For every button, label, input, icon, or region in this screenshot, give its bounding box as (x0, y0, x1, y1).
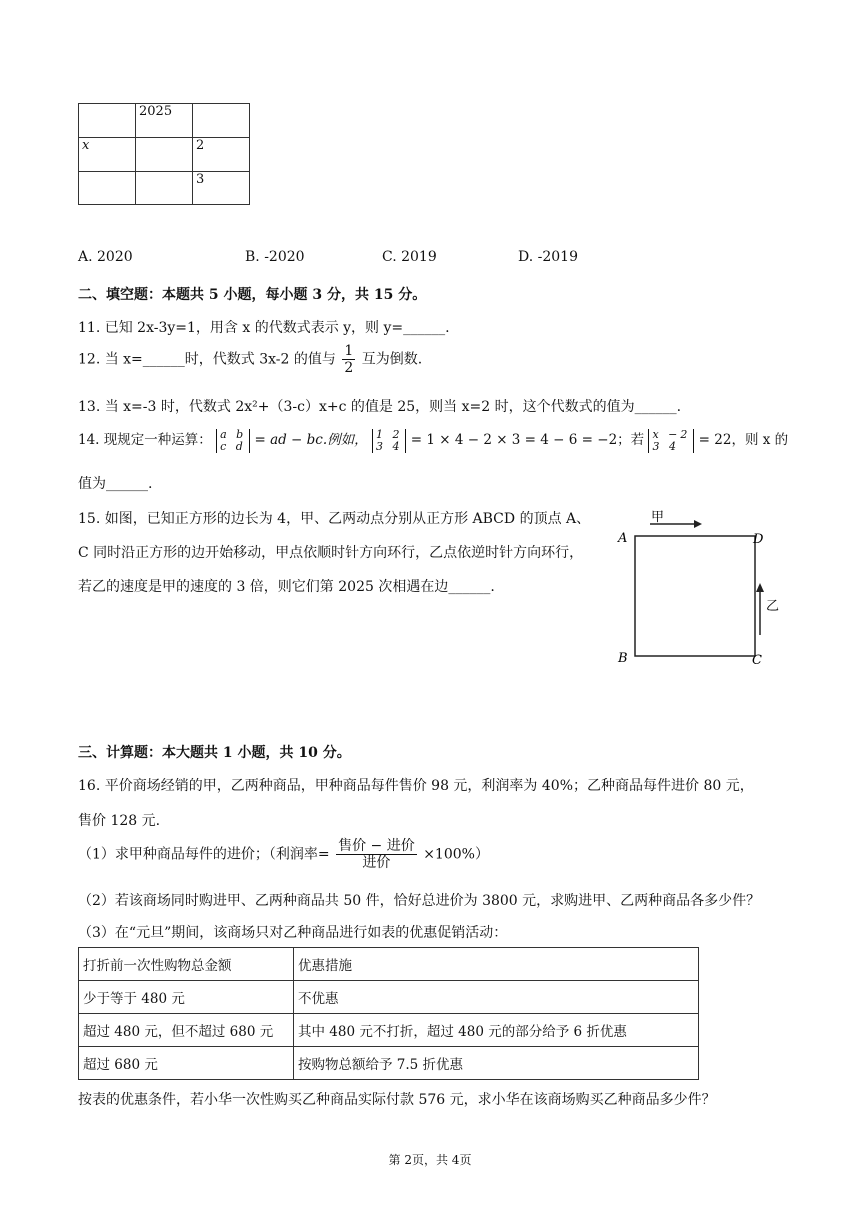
top-table-cell: 3 (193, 172, 250, 205)
table-cell: 不优惠 (294, 981, 699, 1014)
question-16-sub1 (78, 838, 489, 871)
question-11: 11. 已知 2x-3y=1，用含 x 的代数式表示 y，则 y=______. (78, 320, 450, 336)
section-heading-fill-in: 二、填空题：本题共 5 小题，每小题 3 分，共 15 分。 (78, 287, 427, 303)
q14-det2-top: 1 2 (375, 427, 403, 441)
table-row (79, 1014, 699, 1047)
question-14 (78, 428, 788, 453)
top-table-cell (193, 104, 250, 138)
q16-sub1-before: （1）求甲种商品每件的进价；（利润率= (78, 846, 330, 863)
table-cell: 其中 480 元不打折，超过 480 元的部分给予 6 折优惠 (294, 1014, 699, 1047)
table-cell: 超过 480 元，但不超过 680 元 (79, 1014, 294, 1047)
q14-det2 (372, 429, 407, 453)
question-15-line1: 15. 如图，已知正方形的边长为 4，甲、乙两动点分别从正方形 ABCD 的顶点 A、 (78, 511, 591, 527)
square-figure (610, 505, 780, 675)
label-c: C (752, 653, 762, 668)
question-16-sub2: （2）若该商场同时购进甲、乙两种商品共 50 件，恰好总进价为 3800 元，求购进甲、乙两种商品各多少件？ (78, 893, 761, 909)
section-heading-calc: 三、计算题：本大题共 1 小题，共 10 分。 (78, 745, 351, 761)
top-table-cell: 2025 (136, 104, 193, 138)
option-b: B. -2020 (245, 249, 305, 265)
q14-part2: = ad − bc.例如， (254, 432, 368, 448)
q14-det2-bot: 3 4 (375, 439, 403, 453)
q14-det1 (216, 429, 250, 453)
top-table-cell: 2 (193, 138, 250, 172)
option-d: D. -2019 (518, 249, 578, 265)
label-jia: 甲 (651, 510, 665, 525)
question-15-line2: C 同时沿正方形的边开始移动，甲点依顺时针方向环行，乙点依逆时针方向环行， (78, 545, 584, 561)
label-a: A (618, 531, 628, 546)
label-b: B (618, 651, 628, 666)
top-table-cell: x (79, 138, 136, 172)
label-d: D (753, 532, 764, 547)
question-16-line1: 16. 平价商场经销的甲，乙两种商品，甲种商品每件售价 98 元，利润率为 40%；乙种商品每件进价 80 元， (78, 778, 754, 794)
q12-frac-num: 1 (344, 343, 354, 359)
option-a: A. 2020 (78, 249, 133, 265)
page-footer: 第 2页，共 4页 (388, 1153, 472, 1167)
table-cell: 少于等于 480 元 (79, 981, 294, 1014)
table-row (79, 1047, 699, 1080)
table-cell: 超过 680 元 (79, 1047, 294, 1080)
q14-det3 (648, 429, 694, 453)
question-13: 13. 当 x=-3 时，代数式 2x²+（3-c）x+c 的值是 25，则当 x=2 时，这个代数式的值为______. (78, 399, 682, 415)
table-row (79, 981, 699, 1014)
q12-text-before: 12. 当 x=______时，代数式 3x-2 的值与 (78, 351, 336, 368)
arrow-jia-head-icon (694, 520, 702, 528)
question-16-final: 按表的优惠条件，若小华一次性购买乙种商品实际付款 576 元，求小华在该商场购买乙种商品多少件？ (78, 1092, 716, 1108)
table-cell: 优惠措施 (294, 948, 699, 981)
top-table-cell (79, 172, 136, 205)
top-table-cell (79, 104, 136, 138)
q12-frac-den: 2 (344, 360, 354, 376)
q14-part4: = 22，则 x 的 (698, 432, 789, 448)
q14-part3: = 1 × 4 − 2 × 3 = 4 − 6 = −2；若 (410, 432, 645, 448)
top-table-cell (136, 172, 193, 205)
q14-det1-bot: c d (220, 439, 246, 453)
table-row (79, 948, 699, 981)
table-cell: 打折前一次性购物总金额 (79, 948, 294, 981)
q12-text-after: 互为倒数. (361, 351, 423, 368)
q14-det3-bot: 3 4 (652, 439, 679, 453)
top-table-cell (136, 138, 193, 172)
question-14-line2: 值为______. (78, 476, 153, 492)
q16-sub1-after: ×100%） (423, 846, 489, 863)
q14-det1-top: a b (220, 427, 247, 441)
promo-table (78, 947, 699, 1080)
question-15-line3: 若乙的速度是甲的速度的 3 倍，则它们第 2025 次相遇在边______. (78, 579, 495, 595)
q16-frac-den: 进价 (362, 855, 391, 871)
question-16-sub3: （3）在“元旦”期间，该商场只对乙种商品进行如表的优惠促销活动： (78, 925, 508, 941)
q16-profit-fraction (336, 838, 417, 871)
question-12 (78, 343, 422, 376)
arrow-yi-head-icon (756, 583, 764, 592)
q12-fraction (342, 343, 355, 376)
q16-frac-num: 售价 − 进价 (338, 838, 415, 854)
q14-part1: 14. 现规定一种运算： (78, 432, 212, 448)
option-c: C. 2019 (382, 249, 437, 265)
top-table (78, 103, 250, 205)
question-16-line2: 售价 128 元. (78, 813, 161, 829)
label-yi: 乙 (766, 599, 780, 614)
table-cell: 按购物总额给予 7.5 折优惠 (294, 1047, 699, 1080)
square (635, 536, 755, 656)
q14-det3-top: x −2 (652, 427, 691, 441)
